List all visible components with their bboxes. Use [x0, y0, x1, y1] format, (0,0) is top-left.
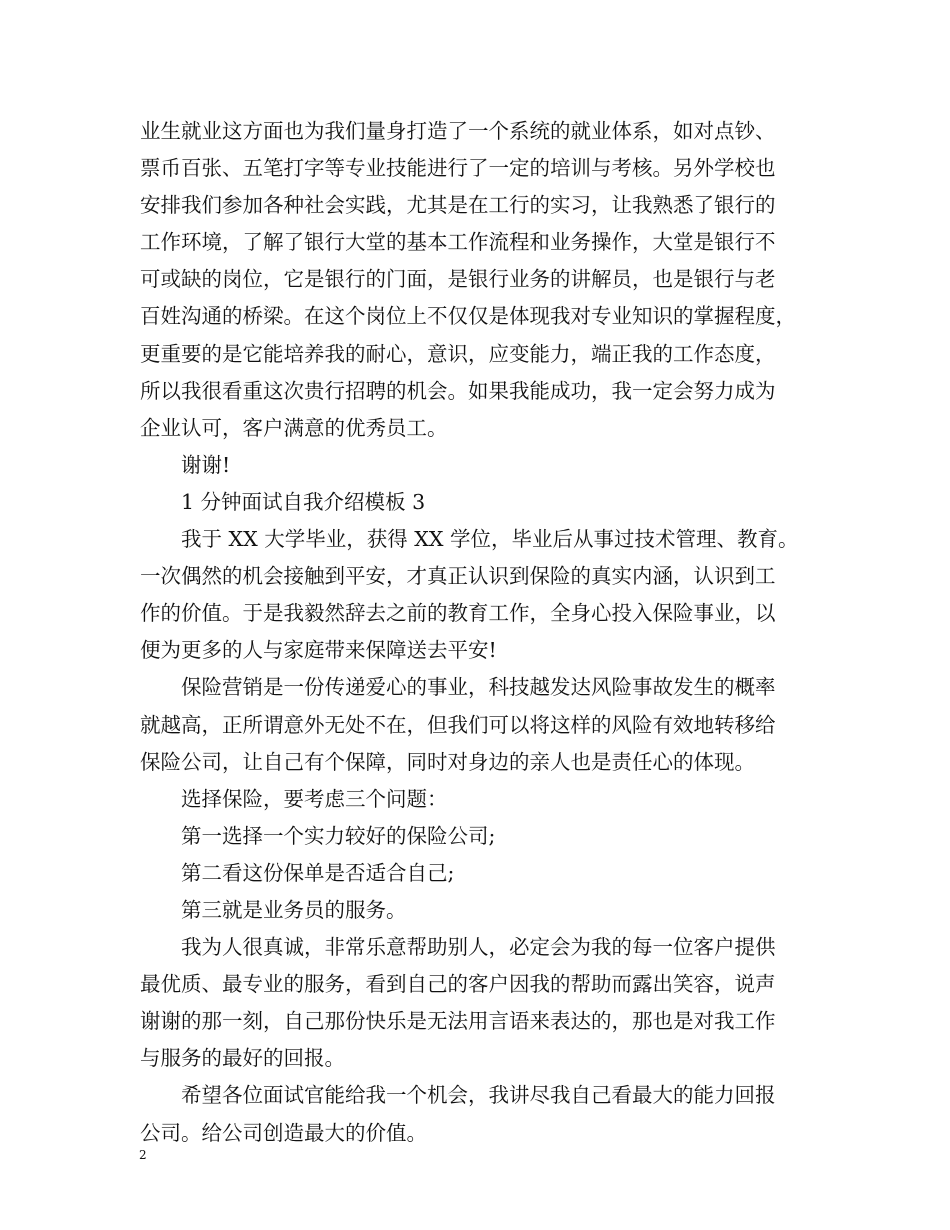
text-line: 一次偶然的机会接触到平安，才真正认识到保险的真实内涵，认识到工 — [140, 564, 776, 589]
text-line: 我为人很真诚，非常乐意帮助别人，必定会为我的每一位客户提供 — [181, 935, 776, 960]
text-line: 谢谢! — [181, 452, 231, 477]
text-line: 就越高，正所谓意外无处不在，但我们可以将这样的风险有效地转移给 — [140, 712, 776, 737]
text-line: 第三就是业务员的服务。 — [181, 897, 407, 922]
text-line: 票币百张、五笔打字等专业技能进行了一定的培训与考核。另外学校也 — [140, 156, 776, 181]
text-line: 百姓沟通的桥梁。在这个岗位上不仅仅是体现我对专业知识的掌握程度， — [140, 304, 796, 329]
text-line: 与服务的最好的回报。 — [140, 1046, 345, 1071]
text-line: 选择保险，要考虑三个问题： — [181, 786, 448, 811]
document-body — [140, 113, 830, 1152]
text-line: 最优质、最专业的服务，看到自己的客户因我的帮助而露出笑容，说声 — [140, 972, 776, 997]
text-line: 希望各位面试官能给我一个机会，我讲尽我自己看最大的能力回报 — [181, 1083, 776, 1108]
text-line: 作的价值。于是我毅然辞去之前的教育工作，全身心投入保险事业，以 — [140, 601, 776, 626]
text-line: 可或缺的岗位，它是银行的门面，是银行业务的讲解员，也是银行与老 — [140, 267, 776, 292]
text-line: 保险营销是一份传递爱心的事业，科技越发达风险事故发生的概率 — [181, 675, 776, 700]
text-line: 企业认可，客户满意的优秀员工。 — [140, 415, 448, 440]
text-line: 所以我很看重这次贵行招聘的机会。如果我能成功，我一定会努力成为 — [140, 378, 776, 403]
text-line: 更重要的是它能培养我的耐心，意识，应变能力，端正我的工作态度， — [140, 341, 776, 366]
text-line: 保险公司，让自己有个保障，同时对身边的亲人也是责任心的体现。 — [140, 749, 755, 774]
text-line: 业生就业这方面也为我们量身打造了一个系统的就业体系，如对点钞、 — [140, 119, 776, 143]
text-line: 第二看这份保单是否适合自己; — [181, 860, 455, 885]
text-line: 便为更多的人与家庭带来保障送去平安! — [140, 638, 497, 663]
text-line: 谢谢的那一刻，自己那份快乐是无法用言语来表达的，那也是对我工作 — [140, 1009, 776, 1034]
page-number: 2 — [139, 1148, 147, 1162]
text-line: 第一选择一个实力较好的保险公司; — [181, 823, 496, 848]
text-line: 工作环境，了解了银行大堂的基本工作流程和业务操作，大堂是银行不 — [140, 230, 776, 255]
text-line: 安排我们参加各种社会实践，尤其是在工行的实习，让我熟悉了银行的 — [140, 193, 776, 218]
text-line: 公司。给公司创造最大的价值。 — [140, 1120, 427, 1145]
text-line: 我于 XX 大学毕业，获得 XX 学位，毕业后从事过技术管理、教育。 — [181, 527, 799, 552]
text-line: 1 分钟面试自我介绍模板 3 — [181, 489, 426, 514]
